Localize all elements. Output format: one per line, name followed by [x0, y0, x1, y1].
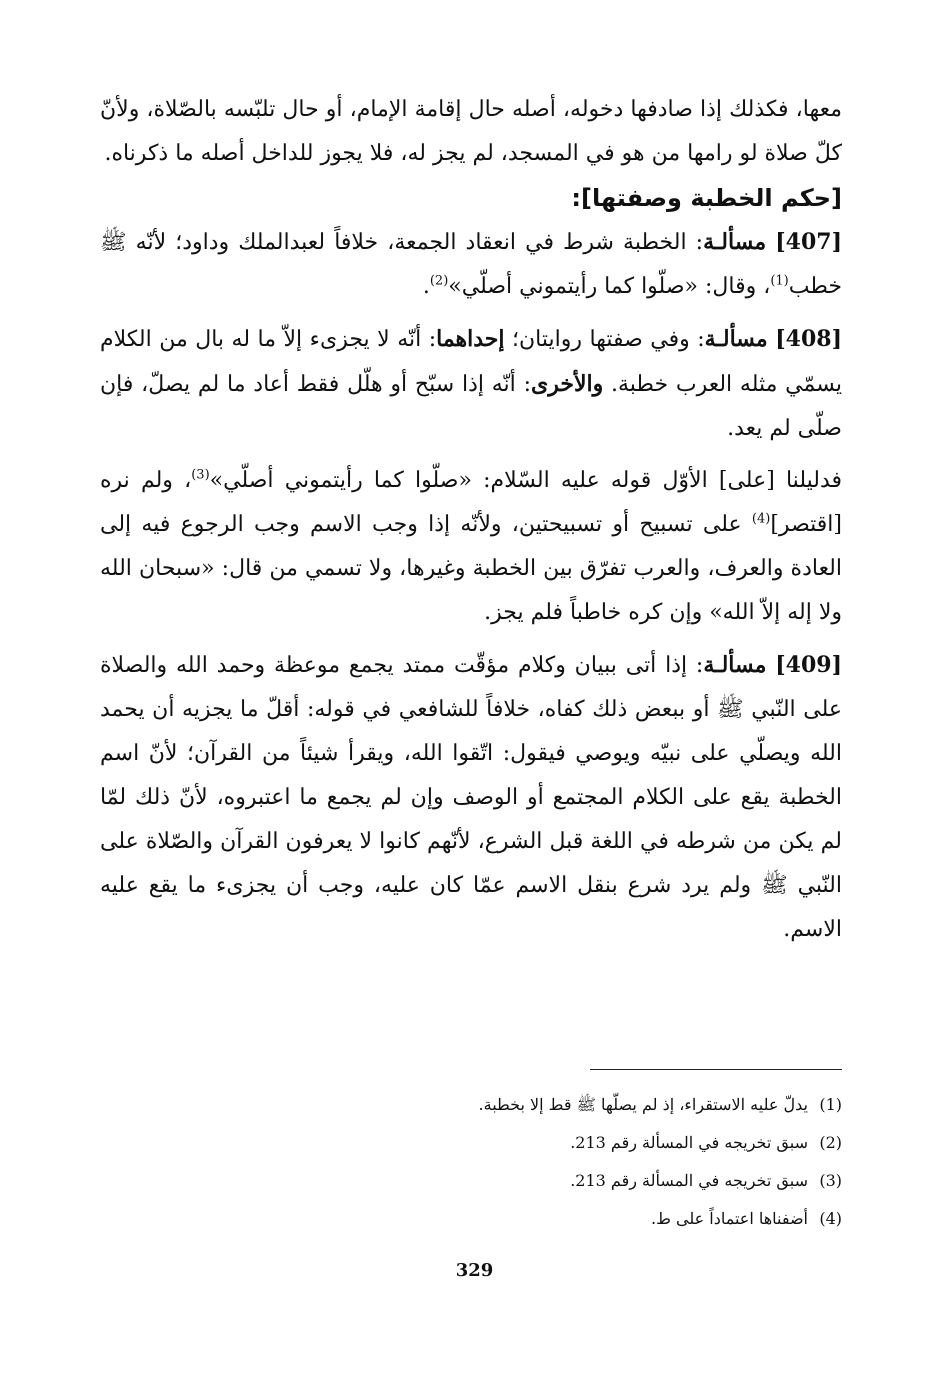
issue-text: : الخطبة شرط في انعقاد الجمعة، خلافاً لعبدالملك وداود؛ لأنّه ﷺ خطب: [100, 230, 842, 299]
issue-number: [407]: [775, 229, 842, 255]
issue-label: مسألـة: [704, 326, 768, 352]
footnote-number: (3): [819, 1171, 842, 1190]
footnote-ref: (3): [191, 467, 210, 483]
issue-text: : وفي صفتها روايتان؛: [504, 327, 705, 352]
footnote-number: (1): [819, 1095, 842, 1114]
issue-number: [408]: [775, 326, 842, 352]
footnote-ref: (1): [770, 273, 789, 289]
evidence-text: ، ولم نره [اقتصر]: [100, 468, 842, 537]
first-narration-label: إحداهما: [436, 326, 505, 352]
issue-label: مسألـة: [703, 652, 767, 678]
issue-text: : أنّه إذا سبّح أو هلّل فقط أعاد ما لم يصلّ، فإن صلّى لم يعد.: [100, 372, 842, 441]
footnote-text: أضفناها اعتماداً على ط.: [651, 1209, 808, 1228]
footnote-number: (2): [819, 1133, 842, 1152]
section-heading: [حكم الخطبة وصفتها]:: [571, 184, 842, 212]
footnote-ref: (4): [751, 511, 771, 527]
evidence-paragraph: [100, 459, 842, 635]
footnote-divider: [590, 1069, 842, 1070]
footnote-text: سبق تخريجه في المسألة رقم 213.: [570, 1133, 808, 1152]
issue-text: .: [422, 274, 430, 299]
issue-text: : أنّه لا يجزىء إلاّ ما له بال من الكلام يسمّي مثله العرب خطبة.: [100, 327, 842, 397]
page-number: 329: [455, 1260, 494, 1281]
footnotes: [300, 1086, 842, 1238]
footnote-item: [300, 1086, 842, 1124]
issue-text: : إذا أتى ببيان وكلام مؤقّت ممتد يجمع موعظة وحمد الله والصلاة على النّبي ﷺ أو ببعض ذلك كفاه، خلافاً للشافعي في قوله: أقلّ ما يجزيه أن يحمد الله ويصلّي على نبيّه ويوصي فيقول: اتّقوا الله، ويقرأ شيئاً من القرآن؛ لأنّ اسم الخطبة يقع على الكلام المجتمع أو الوصف وإن لم يجمع ما اعتبروه، لأنّ ذلك لمّا لم يكن من شرطه في اللغة قبل الشرع، لأنّهم كانوا لا يعرفون القرآن والصّلاة على النّبي ﷺ ولم يرد شرع بنقل الاسم عمّا كان عليه، وجب أن يجزىء ما يقع عليه الاسم.: [100, 653, 842, 942]
footnote-text: سبق تخريجه في المسألة رقم 213.: [570, 1171, 808, 1190]
issue-407: [100, 220, 842, 309]
footnote-item: [300, 1200, 842, 1238]
continuation-paragraph: معها، فكذلك إذا صادفها دخوله، أصله حال إقامة الإمام، أو حال تلبّسه بالصّلاة، ولأنّ كلّ صلاة لو رامها من هو في المسجد، لم يجز له، فلا يجوز للداخل أصله ما ذكرناه.: [100, 97, 842, 166]
evidence-text: على تسبيح أو تسبيحتين، ولأنّه إذا وجب الاسم وجب الرجوع فيه إلى العادة والعرف، والعرب تفرّق بين الخطبة وغيرها، ولا تسمي من قال: «سبحان الله ولا إله إلاّ الله» وإن كره خاطباً فلم يجز.: [100, 512, 842, 625]
footnote-text: يدلّ عليه الاستقراء، إذ لم يصلّها ﷺ قط إلا بخطبة.: [478, 1095, 808, 1114]
footnote-ref: (2): [429, 273, 449, 289]
footnote-item: [300, 1162, 842, 1200]
footnote-item: [300, 1124, 842, 1162]
issue-label: مسألـة: [703, 229, 767, 255]
footnote-number: (4): [819, 1209, 842, 1228]
issue-text: ، وقال: «صلّوا كما رأيتموني أصلّي»: [448, 274, 771, 299]
issue-408: [100, 317, 842, 451]
evidence-text: فدليلنا [على] الأوّل قوله عليه السّلام: «صلّوا كما رأيتموني أصلّي»: [209, 468, 843, 493]
page-body: [100, 88, 842, 952]
issue-number: [409]: [775, 652, 842, 678]
second-narration-label: والأخرى: [530, 371, 604, 397]
issue-409: [100, 643, 842, 952]
